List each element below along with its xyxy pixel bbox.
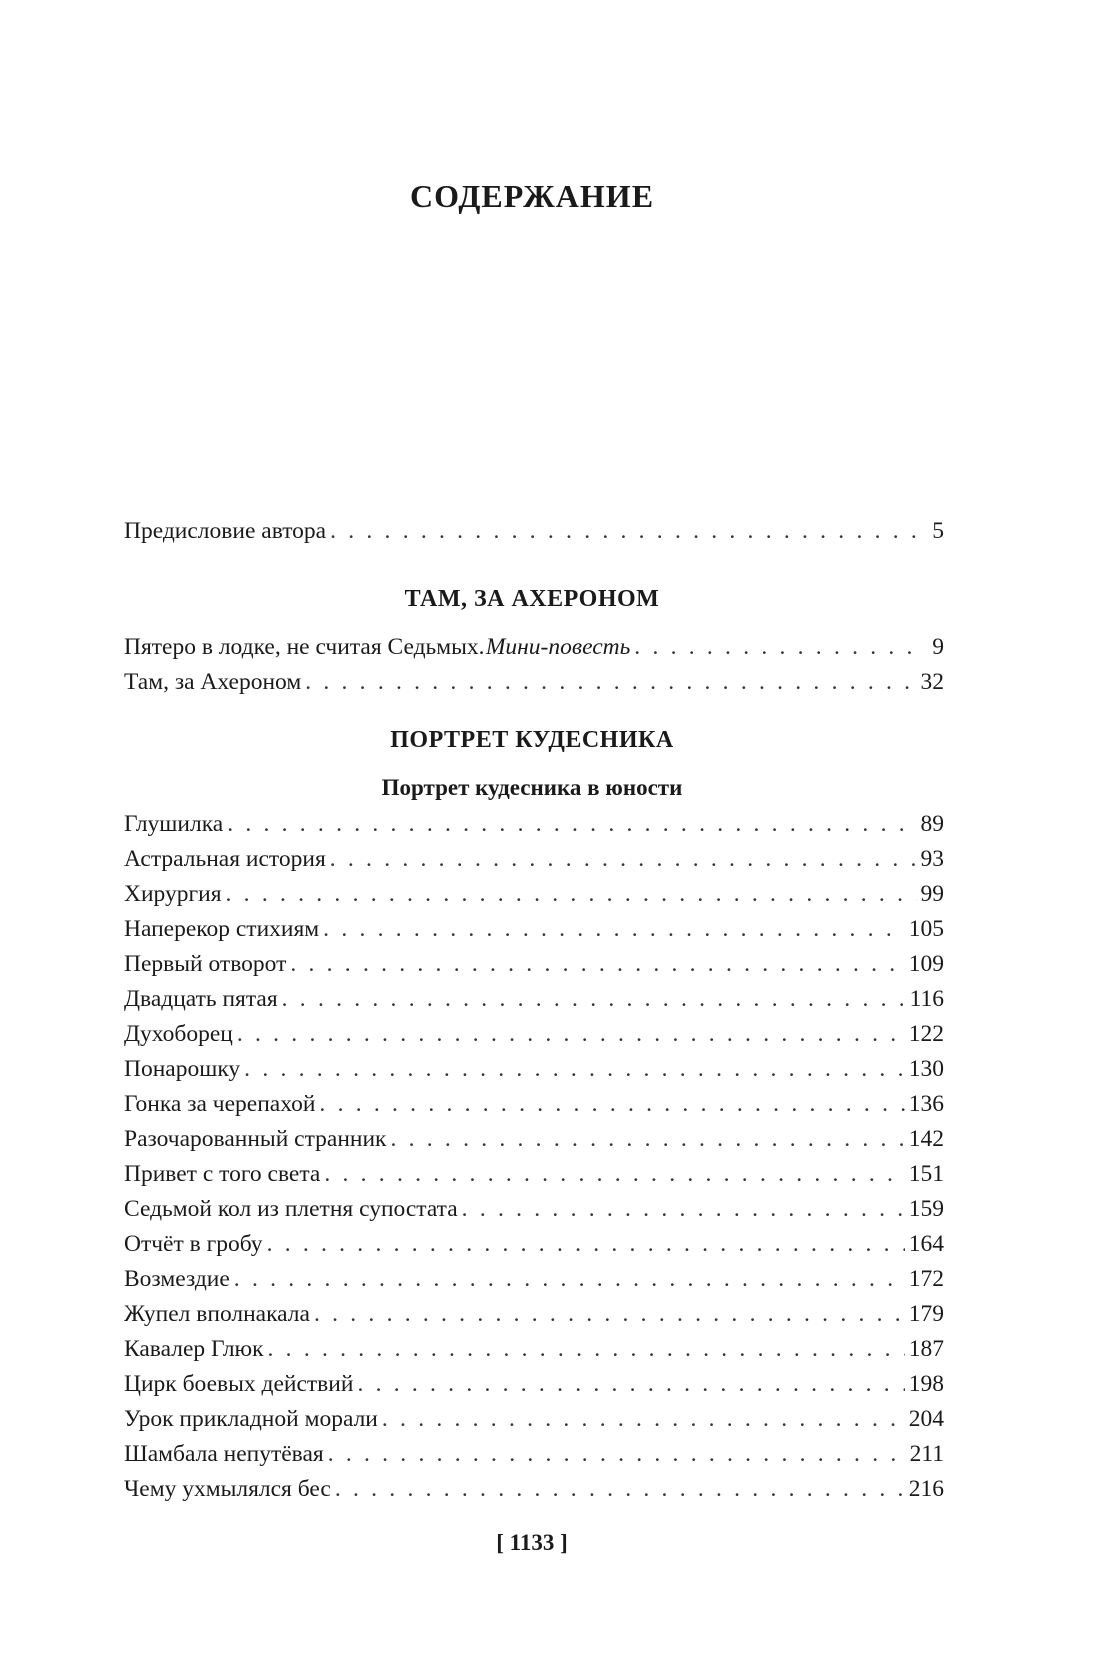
toc-entry-page: 116 (909, 986, 944, 1012)
dot-leader (330, 844, 917, 874)
toc-entry[interactable] (124, 879, 944, 909)
dot-leader (290, 949, 904, 979)
toc-entry[interactable] (124, 914, 944, 944)
toc-entry-page: 122 (908, 1021, 944, 1047)
toc-entry-title: Понарошку (124, 1056, 241, 1082)
toc-entry-page: 93 (920, 846, 944, 872)
dot-leader (305, 667, 916, 697)
toc-entry[interactable] (124, 1194, 944, 1224)
toc-entry-title: Привет с того света (124, 1161, 321, 1187)
toc-entry-page: 136 (908, 1091, 944, 1117)
dot-leader (462, 1194, 905, 1224)
dot-leader (267, 1229, 905, 1259)
toc-entry[interactable] (124, 632, 944, 662)
toc-entry-preface[interactable] (124, 516, 944, 546)
toc-entry-page: 172 (908, 1266, 944, 1292)
toc-entry-page: 5 (932, 518, 944, 544)
toc-entry-page: 187 (908, 1336, 944, 1362)
toc-entry[interactable] (124, 984, 944, 1014)
dot-leader (226, 879, 917, 909)
dot-leader (357, 1369, 904, 1399)
dot-leader (244, 1054, 905, 1084)
dot-leader (335, 1474, 905, 1504)
toc-entry-title: Жупел вполнакала (124, 1301, 310, 1327)
toc-entry-title: Чему ухмылялся бес (124, 1476, 331, 1502)
toc-entry-title: Глушилка (124, 811, 224, 837)
dot-leader (314, 1299, 905, 1329)
page-title: СОДЕРЖАНИЕ (409, 178, 655, 214)
toc-entry[interactable] (124, 844, 944, 874)
toc-entry[interactable] (124, 949, 944, 979)
toc-entry-page: 164 (908, 1231, 944, 1257)
section-title: ПОРТРЕТ КУДЕСНИКА (390, 727, 674, 753)
toc-entry-title: Двадцать пятая (124, 986, 278, 1012)
toc-entry-page: 204 (908, 1406, 944, 1432)
toc-entry-title: Седьмой кол из плетня супостата (124, 1196, 458, 1222)
toc-entry-page: 216 (908, 1476, 944, 1502)
toc-entry-title: Духоборец (124, 1021, 233, 1047)
subsection-title: Портрет кудесника в юности (381, 775, 683, 800)
toc-entry-title: Цирк боевых действий (124, 1371, 354, 1397)
toc-entry-page: 130 (908, 1056, 944, 1082)
toc-entry[interactable] (124, 1299, 944, 1329)
toc-entry[interactable] (124, 1019, 944, 1049)
dot-leader (330, 516, 920, 546)
toc-entry[interactable] (124, 1159, 944, 1189)
toc-entry[interactable] (124, 1404, 944, 1434)
dot-leader (328, 1439, 906, 1469)
toc-entry-title: Астральная история (124, 846, 326, 872)
toc-entry-title: Пятеро в лодке, не считая Седьмых. (124, 634, 485, 660)
dot-leader (282, 984, 906, 1014)
dot-leader (237, 1019, 905, 1049)
toc-entry-page: 159 (908, 1196, 944, 1222)
toc-entry-title: Гонка за черепахой (124, 1091, 316, 1117)
toc-entry-page: 32 (920, 669, 944, 695)
toc-entry[interactable] (124, 1439, 944, 1469)
toc-entry[interactable] (124, 1229, 944, 1259)
dot-leader (324, 1159, 904, 1189)
toc-entry[interactable] (124, 1369, 944, 1399)
section-title: ТАМ, ЗА АХЕРОНОМ (404, 586, 660, 612)
toc-entry-title: Первый отворот (124, 951, 287, 977)
dot-leader (234, 1264, 905, 1294)
toc-entry[interactable] (124, 1089, 944, 1119)
toc-entry-page: 179 (908, 1301, 944, 1327)
toc-entry[interactable] (124, 1474, 944, 1504)
toc-entry-title: Шамбала непутёвая (124, 1441, 324, 1467)
toc-entry[interactable] (124, 1054, 944, 1084)
dot-leader (634, 632, 920, 662)
toc-entry-subtitle: Мини-повесть (485, 634, 631, 660)
toc-entry-page: 211 (909, 1441, 944, 1467)
dot-leader (382, 1404, 905, 1434)
toc-entry-title: Отчёт в гробу (124, 1231, 263, 1257)
toc-entry[interactable] (124, 667, 944, 697)
toc-entry[interactable] (124, 1334, 944, 1364)
toc-entry-page: 105 (908, 916, 944, 942)
toc-entry-title: Наперекор стихиям (124, 916, 320, 942)
toc-entry-title: Урок прикладной морали (124, 1406, 378, 1432)
toc-entry-page: 9 (932, 634, 944, 660)
dot-leader (323, 914, 905, 944)
page-number: [ 1133 ] (496, 1530, 568, 1555)
toc-entry-title: Кавалер Глюк (124, 1336, 264, 1362)
dot-leader (268, 1334, 905, 1364)
toc-entry[interactable] (124, 809, 944, 839)
toc-entry-title: Там, за Ахероном (124, 669, 302, 695)
toc-entry-page: 198 (908, 1371, 944, 1397)
toc-entry-page: 99 (920, 881, 944, 907)
toc-entry[interactable] (124, 1264, 944, 1294)
toc-entry-page: 109 (908, 951, 944, 977)
toc-entry-title: Хирургия (124, 881, 222, 907)
toc-entry-title: Возмездие (124, 1266, 230, 1292)
dot-leader (227, 809, 916, 839)
dot-leader (390, 1124, 904, 1154)
toc-entry-page: 151 (908, 1161, 944, 1187)
dot-leader (319, 1089, 904, 1119)
toc-entry-title: Предисловие автора (124, 518, 327, 544)
toc-entry-title: Разочарованный странник (124, 1126, 387, 1152)
toc-entry[interactable] (124, 1124, 944, 1154)
toc-entry-page: 142 (908, 1126, 944, 1152)
toc-entry-page: 89 (920, 811, 944, 837)
